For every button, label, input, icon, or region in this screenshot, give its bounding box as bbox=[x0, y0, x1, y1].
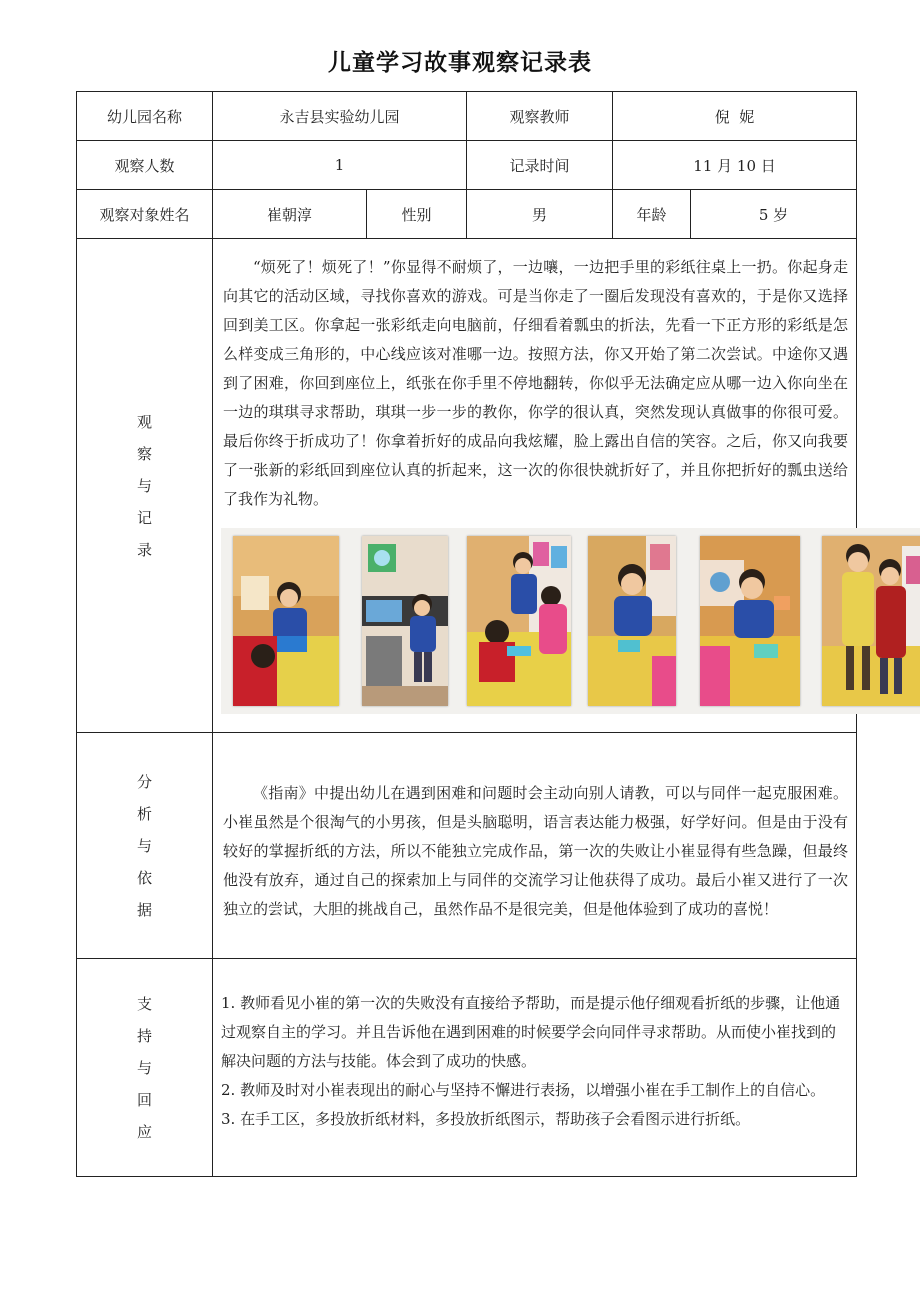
age-value: 5 岁 bbox=[691, 190, 857, 239]
support-content bbox=[213, 959, 857, 1177]
photo-5 bbox=[700, 536, 800, 706]
support-item-1: 1. 教师看见小崔的第一次的失败没有直接给予帮助，而是提示他仔细观看折纸的步骤，让他通过观察自主的学习。并且告诉他在遇到困难的时候要学会向同伴寻求帮助。从而使小崔找到的解决问题的方法与技能。体会到了成功的快感。 bbox=[221, 994, 841, 1070]
observation-text: “烦死了！烦死了！”你显得不耐烦了，一边嚷，一边把手里的彩纸往桌上一扔。你起身走向其它的活动区域，寻找你喜欢的游戏。可是当你走了一圈后发现没有喜欢的，于是你又选择回到美工区。你拿起一张彩纸走向电脑前，仔细看着瓢虫的折法，先看一下正方形的彩纸是怎么样变成三角形的，中心线应该对准哪一边。按照方法，你又开始了第二次尝试。中途你又遇到了困难，你回到座位上，纸张在你手里不停地翻转，你似乎无法确定应从哪一边入你向坐在一边的琪琪寻求帮助，琪琪一步一步的教你，你学的很认真，突然发现认真做事的你很可爱。最后你终于折成功了！你拿着折好的成品向我炫耀，脸上露出自信的笑容。之后，你又向我要了一张新的彩纸回到座位认真的折起来，这一次的你很快就折好了，并且你把折好的瓢虫送给了我作为礼物。 bbox=[223, 258, 849, 508]
count-value: 1 bbox=[213, 141, 467, 190]
support-side-label: 支 持 与 回 应 bbox=[77, 959, 213, 1177]
observation-record-table bbox=[76, 91, 857, 1177]
kindergarten-value: 永吉县实验幼儿园 bbox=[213, 92, 467, 141]
kindergarten-label: 幼儿园名称 bbox=[77, 92, 213, 141]
age-label: 年龄 bbox=[613, 190, 691, 239]
photo-1 bbox=[233, 536, 339, 706]
photo-6 bbox=[822, 536, 920, 706]
support-item-3: 3. 在手工区，多投放折纸材料，多投放折纸图示，帮助孩子会看图示进行折纸。 bbox=[221, 1110, 751, 1128]
teacher-label: 观察教师 bbox=[467, 92, 613, 141]
support-item-2: 2. 教师及时对小崔表现出的耐心与坚持不懈进行表扬，以增强小崔在手工制作上的自信心。 bbox=[221, 1081, 826, 1099]
observation-side-label: 观 察 与 记 录 bbox=[77, 239, 213, 733]
analysis-text: 《指南》中提出幼儿在遇到困难和问题时会主动向别人请教，可以与同伴一起克服困难。小崔虽然是个很淘气的小男孩，但是头脑聪明，语言表达能力极强，好学好问。但是由于没有较好的掌握折纸的方法，所以不能独立完成作品，第一次的失败让小崔显得有些急躁，但最终他没有放弃，通过自己的探索加上与同伴的交流学习让他获得了成功。最后小崔又进行了一次独立的尝试，大胆的挑战自己，虽然作品不是很完美，但是他体验到了成功的喜悦！ bbox=[223, 784, 849, 918]
page-title: 儿童学习故事观察记录表 bbox=[328, 50, 592, 76]
gender-value: 男 bbox=[467, 190, 613, 239]
photo-4 bbox=[588, 536, 676, 706]
gender-label: 性别 bbox=[367, 190, 467, 239]
count-label: 观察人数 bbox=[77, 141, 213, 190]
time-value: 11 月 10 日 bbox=[613, 141, 857, 190]
name-value: 崔朝淳 bbox=[213, 190, 367, 239]
analysis-side-label: 分 析 与 依 据 bbox=[77, 733, 213, 959]
photo-strip bbox=[221, 528, 920, 714]
teacher-value: 倪 妮 bbox=[613, 92, 857, 141]
photo-2 bbox=[362, 536, 448, 706]
name-label: 观察对象姓名 bbox=[77, 190, 213, 239]
time-label: 记录时间 bbox=[467, 141, 613, 190]
photo-3 bbox=[467, 536, 571, 706]
observation-content bbox=[213, 239, 857, 733]
analysis-content bbox=[213, 733, 857, 959]
